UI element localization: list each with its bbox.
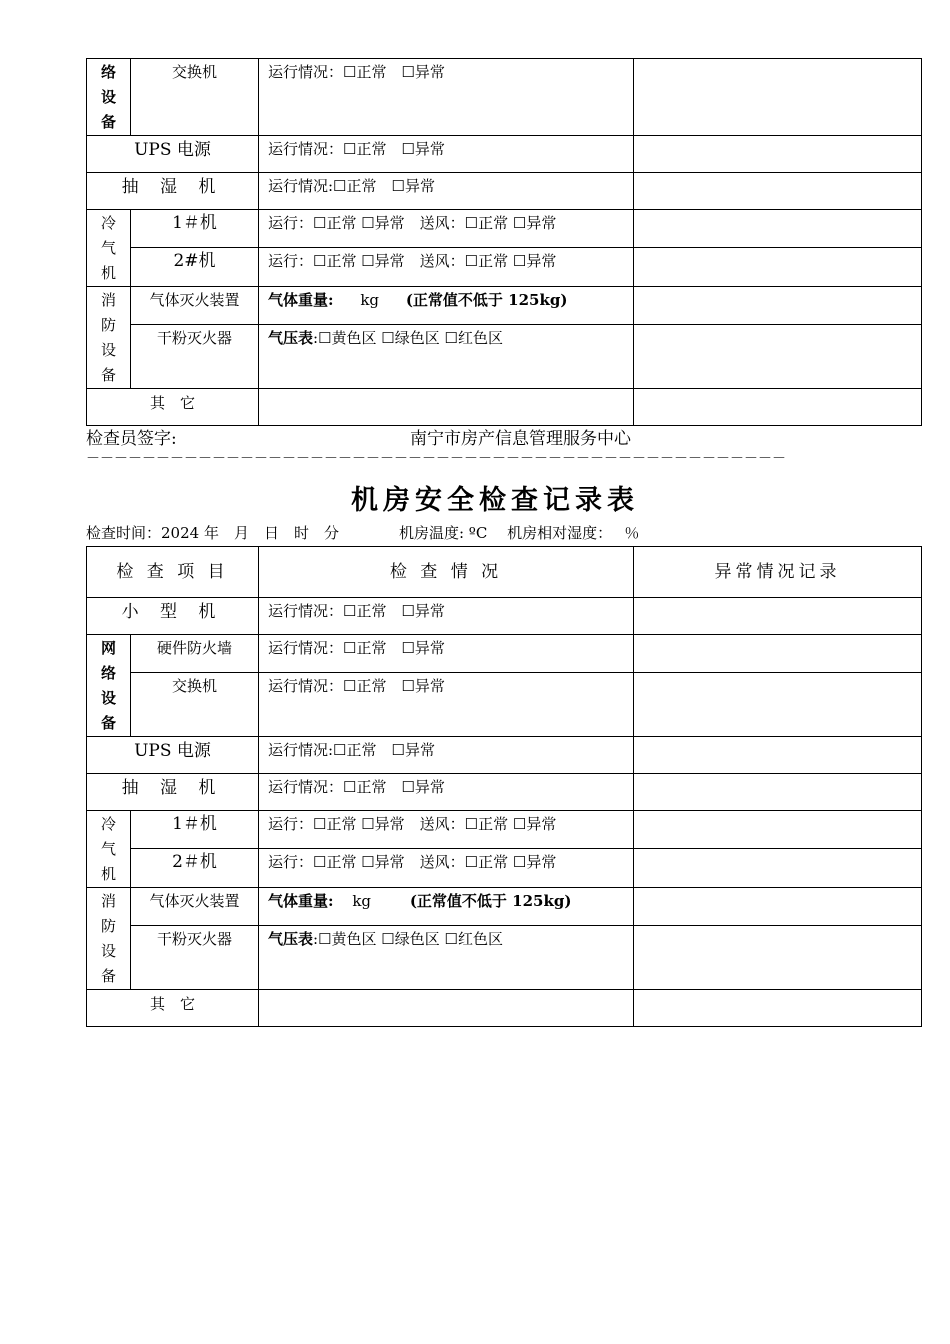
inspection-meta-line: 检查时间：2024 年 月 日 时 分 机房温度: ºC 机房相对湿度： ％ [86,524,640,542]
cut-line-divider: －－－－－－－－－－－－－－－－－－－－－－－－－－－－－－－－－－－－－－－－－－－－－－－－－－ [86,451,786,467]
gas-extinguisher-label: 气体灭火装置 [131,287,259,325]
fire-group-cell [87,888,131,990]
gas-weight-unit: kg [352,892,372,910]
ac1-status[interactable]: 运行：☐正常 ☐异常 送风：☐正常 ☐异常 [259,811,634,849]
network-group-cell [87,59,131,136]
pressure-gauge-title: 气压表 [268,328,314,347]
dehumidifier-status[interactable]: 运行情况:☐正常 ☐异常 [259,173,634,210]
gas-weight-status[interactable] [259,287,634,325]
minicomputer-abnormal-record[interactable] [634,598,922,635]
other-label: 其 它 [87,389,259,426]
group-char: 防 [100,316,116,334]
gas-extinguisher-label: 气体灭火装置 [131,888,259,926]
powder-extinguisher-label: 干粉灭火器 [131,324,259,388]
group-char: 设 [100,942,116,960]
group-char: 设 [100,341,116,359]
network-group-cell [87,635,131,737]
ac2-abnormal-record[interactable] [634,848,922,887]
ac2-status[interactable]: 运行：☐正常 ☐异常 送风：☐正常 ☐异常 [259,848,634,887]
dehumidifier-label: 抽 湿 机 [87,774,259,811]
powder-abnormal-record[interactable] [634,324,922,388]
dehumidifier-abnormal-record[interactable] [634,774,922,811]
powder-abnormal-record[interactable] [634,925,922,989]
switch-abnormal-record[interactable] [634,59,922,136]
group-char: 冷 [100,815,116,833]
ac1-status[interactable]: 运行：☐正常 ☐异常 送风：☐正常 ☐异常 [259,210,634,248]
group-char: 防 [100,917,116,935]
group-char: 机 [100,865,116,883]
powder-extinguisher-label: 干粉灭火器 [131,925,259,989]
pressure-gauge-options: :☐黄色区 ☐绿色区 ☐红色区 [313,328,503,347]
dehumidifier-abnormal-record[interactable] [634,173,922,210]
group-char: 备 [100,366,116,384]
other-label: 其 它 [87,990,259,1027]
group-char: 备 [100,714,116,732]
ups-status[interactable]: 运行情况：☐正常 ☐异常 [259,136,634,173]
other-status[interactable] [259,990,634,1027]
fire-group-cell [87,287,131,389]
firewall-abnormal-record[interactable] [634,635,922,673]
ac1-abnormal-record[interactable] [634,210,922,248]
firewall-status[interactable]: 运行情况：☐正常 ☐异常 [259,635,634,673]
ups-abnormal-record[interactable] [634,737,922,774]
ac-group-cell [87,811,131,888]
ups-label: UPS 电源 [87,737,259,774]
group-char: 设 [100,689,116,707]
switch-abnormal-record[interactable] [634,672,922,736]
group-char: 络 [100,63,116,81]
ac2-abnormal-record[interactable] [634,247,922,286]
gas-abnormal-record[interactable] [634,888,922,926]
inspector-signature-label: 检查员签字: [86,429,177,449]
ac2-label: 2＃机 [131,848,259,887]
organization-name: 南宁市房产信息管理服务中心 [410,429,631,449]
other-abnormal-record[interactable] [634,389,922,426]
ac1-label: 1＃机 [131,210,259,248]
minicomputer-status[interactable]: 运行情况：☐正常 ☐异常 [259,598,634,635]
pressure-gauge-title: 气压表 [268,929,314,948]
group-char: 消 [100,291,116,309]
header-item: 检 查 项 目 [87,547,259,598]
group-char: 消 [100,892,116,910]
group-char: 备 [100,967,116,985]
ac-group-cell [87,210,131,287]
other-status[interactable] [259,389,634,426]
form-title: 机房安全检查记录表 [351,485,639,516]
ups-label: UPS 电源 [87,136,259,173]
group-char: 络 [100,664,116,682]
minicomputer-label: 小 型 机 [87,598,259,635]
header-condition: 检 查 情 况 [259,547,634,598]
switch-status[interactable]: 运行情况：☐正常 ☐异常 [259,59,634,136]
gas-weight-unit: kg [360,291,380,309]
ups-status[interactable]: 运行情况:☐正常 ☐异常 [259,737,634,774]
ups-abnormal-record[interactable] [634,136,922,173]
inspection-table-continued [86,58,922,426]
group-char: 机 [100,264,116,282]
gas-weight-note: (正常值不低于 125kg) [409,892,572,910]
ac2-status[interactable]: 运行：☐正常 ☐异常 送风：☐正常 ☐异常 [259,247,634,286]
gas-weight-status[interactable] [259,888,634,926]
gas-weight-title: 气体重量: [268,892,334,910]
pressure-gauge-status[interactable] [259,324,634,388]
ac2-label: 2#机 [131,247,259,286]
dehumidifier-label: 抽 湿 机 [87,173,259,210]
dehumidifier-status[interactable]: 运行情况：☐正常 ☐异常 [259,774,634,811]
ac1-abnormal-record[interactable] [634,811,922,849]
group-char: 气 [100,840,116,858]
header-abnormal-record: 异常情况记录 [634,547,922,598]
ac1-label: 1＃机 [131,811,259,849]
group-char: 备 [100,113,116,131]
pressure-gauge-options: :☐黄色区 ☐绿色区 ☐红色区 [313,929,503,948]
group-char: 网 [100,639,116,657]
group-char: 设 [100,88,116,106]
pressure-gauge-status[interactable] [259,925,634,989]
firewall-label: 硬件防火墙 [131,635,259,673]
switch-label: 交换机 [131,672,259,736]
group-char: 气 [100,239,116,257]
gas-weight-title: 气体重量: [268,291,334,309]
inspection-table [86,546,922,1027]
gas-abnormal-record[interactable] [634,287,922,325]
switch-label: 交换机 [131,59,259,136]
gas-weight-note: (正常值不低于 125kg) [405,291,568,309]
group-char: 冷 [100,214,116,232]
other-abnormal-record[interactable] [634,990,922,1027]
switch-status[interactable]: 运行情况：☐正常 ☐异常 [259,672,634,736]
